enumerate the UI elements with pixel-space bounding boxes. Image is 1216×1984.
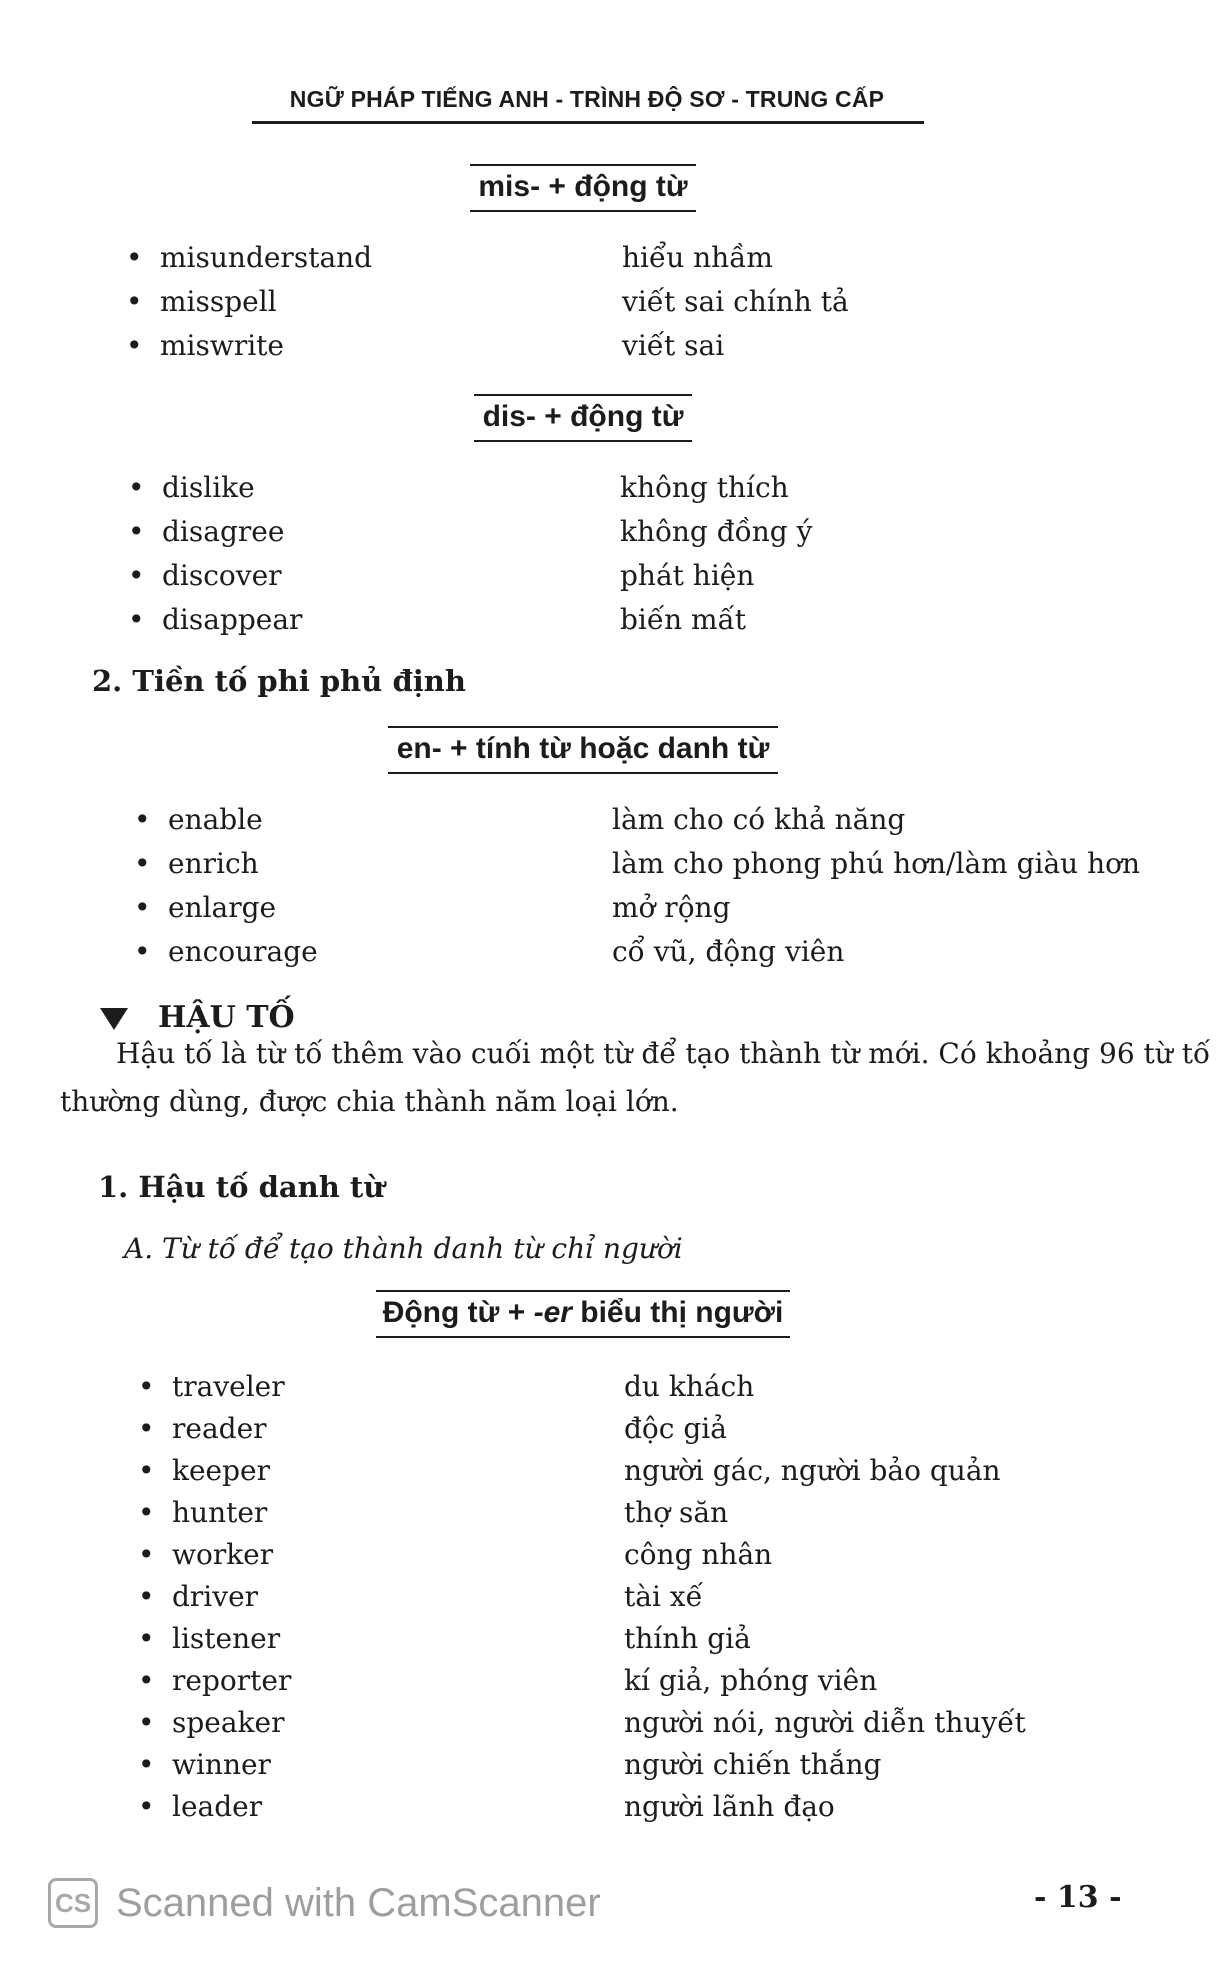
meaning: du khách <box>624 1370 755 1403</box>
term: encourage <box>168 935 318 968</box>
list-item <box>138 1786 1138 1828</box>
bullet-icon: • <box>128 559 145 592</box>
list-item <box>138 1408 1138 1450</box>
meaning: viết sai chính tả <box>622 285 849 318</box>
meaning: viết sai <box>622 329 725 362</box>
bullet-icon: • <box>126 285 143 318</box>
list-item <box>128 598 1128 642</box>
meaning: không đồng ý <box>620 515 813 548</box>
meaning: phát hiện <box>620 559 755 592</box>
bullet-icon: • <box>138 1706 155 1739</box>
list-item <box>128 554 1128 598</box>
bullet-icon: • <box>138 1790 155 1823</box>
list-item <box>134 930 1134 974</box>
page-number: - 13 - <box>1034 1880 1122 1915</box>
meaning: không thích <box>620 471 789 504</box>
term: driver <box>172 1580 259 1613</box>
running-head: NGỮ PHÁP TIẾNG ANH - TRÌNH ĐỘ SƠ - TRUNG CẤP <box>289 86 885 112</box>
meaning: người chiến thắng <box>624 1748 882 1781</box>
meaning: làm cho có khả năng <box>612 803 906 836</box>
meaning: mở rộng <box>612 891 731 924</box>
meaning: người nói, người diễn thuyết <box>624 1706 1026 1739</box>
term: enable <box>168 803 263 836</box>
list-item <box>138 1450 1138 1492</box>
meaning: thính giả <box>624 1622 751 1655</box>
list-item <box>126 324 1126 368</box>
bullet-icon: • <box>128 515 145 548</box>
meaning: người lãnh đạo <box>624 1790 835 1823</box>
bullet-icon: • <box>138 1454 155 1487</box>
dis-list <box>128 466 1128 642</box>
list-item <box>138 1534 1138 1576</box>
term: reader <box>172 1412 267 1445</box>
meaning: làm cho phong phú hơn/làm giàu hơn <box>612 847 1141 880</box>
bullet-icon: • <box>128 471 145 504</box>
term: miswrite <box>160 329 285 362</box>
term: enlarge <box>168 891 277 924</box>
bullet-icon: • <box>128 603 145 636</box>
mis-heading: mis- + động từ <box>470 164 696 212</box>
camscanner-watermark <box>48 1878 601 1928</box>
triangle-down-icon <box>100 1008 128 1030</box>
bullet-icon: • <box>138 1370 155 1403</box>
list-item <box>128 466 1128 510</box>
term: traveler <box>172 1370 285 1403</box>
bullet-icon: • <box>126 241 143 274</box>
list-item <box>128 510 1128 554</box>
bullet-icon: • <box>134 935 151 968</box>
bullet-icon: • <box>138 1538 155 1571</box>
bullet-icon: • <box>134 847 151 880</box>
meaning: tài xế <box>624 1580 703 1613</box>
term: speaker <box>172 1706 285 1739</box>
term: leader <box>172 1790 263 1823</box>
bullet-icon: • <box>138 1748 155 1781</box>
term: discover <box>162 559 282 592</box>
bullet-icon: • <box>134 891 151 924</box>
term: enrich <box>168 847 259 880</box>
term: disagree <box>162 515 285 548</box>
running-head-rule <box>252 121 924 124</box>
person-noun-subtitle: A. Từ tố để tạo thành danh từ chỉ người <box>124 1232 683 1265</box>
suffix-paragraph-line-1: Hậu tố là từ tố thêm vào cuối một từ để tạo thành từ mới. Có khoảng 96 từ tố <box>116 1037 1211 1070</box>
mis-list <box>126 236 1126 368</box>
term: misspell <box>160 285 277 318</box>
list-item <box>138 1492 1138 1534</box>
er-heading-rest: biểu thị người <box>571 1296 784 1329</box>
er-heading-suffix: -er <box>533 1296 572 1329</box>
list-item <box>138 1744 1138 1786</box>
bullet-icon: • <box>138 1496 155 1529</box>
meaning: hiểu nhầm <box>622 241 773 274</box>
er-heading-prefix: Động từ + <box>382 1296 534 1329</box>
term: dislike <box>162 471 255 504</box>
term: winner <box>172 1748 271 1781</box>
list-item <box>138 1660 1138 1702</box>
meaning: kí giả, phóng viên <box>624 1664 878 1697</box>
meaning: biến mất <box>620 603 746 636</box>
bullet-icon: • <box>138 1580 155 1613</box>
noun-suffix-title: 1. Hậu tố danh từ <box>98 1170 385 1204</box>
suffix-heading-text: HẬU TỐ <box>158 1000 295 1035</box>
suffix-paragraph-line-2: thường dùng, được chia thành năm loại lớn. <box>60 1085 679 1118</box>
er-heading <box>376 1290 790 1338</box>
en-heading: en- + tính từ hoặc danh từ <box>388 726 778 774</box>
bullet-icon: • <box>134 803 151 836</box>
list-item <box>126 280 1126 324</box>
bullet-icon: • <box>138 1664 155 1697</box>
term: keeper <box>172 1454 270 1487</box>
list-item <box>134 886 1134 930</box>
term: hunter <box>172 1496 268 1529</box>
dis-heading: dis- + động từ <box>474 394 692 442</box>
er-list <box>138 1366 1138 1828</box>
meaning: cổ vũ, động viên <box>612 935 845 968</box>
list-item <box>138 1618 1138 1660</box>
list-item <box>126 236 1126 280</box>
meaning: người gác, người bảo quản <box>624 1454 1001 1487</box>
term: reporter <box>172 1664 292 1697</box>
term: misunderstand <box>160 241 373 274</box>
term: listener <box>172 1622 281 1655</box>
bullet-icon: • <box>138 1622 155 1655</box>
bullet-icon: • <box>126 329 143 362</box>
list-item <box>134 842 1141 886</box>
meaning: độc giả <box>624 1412 727 1445</box>
watermark-text: Scanned with CamScanner <box>116 1880 601 1925</box>
bullet-icon: • <box>138 1412 155 1445</box>
list-item <box>138 1576 1138 1618</box>
term: disappear <box>162 603 303 636</box>
list-item <box>138 1702 1138 1744</box>
term: worker <box>172 1538 274 1571</box>
camscanner-logo-icon: CS <box>48 1878 98 1928</box>
non-negative-prefix-title: 2. Tiền tố phi phủ định <box>92 664 466 698</box>
list-item <box>134 798 1134 842</box>
list-item <box>138 1366 1138 1408</box>
meaning: công nhân <box>624 1538 773 1571</box>
meaning: thợ săn <box>624 1496 729 1529</box>
en-list <box>134 798 1141 974</box>
